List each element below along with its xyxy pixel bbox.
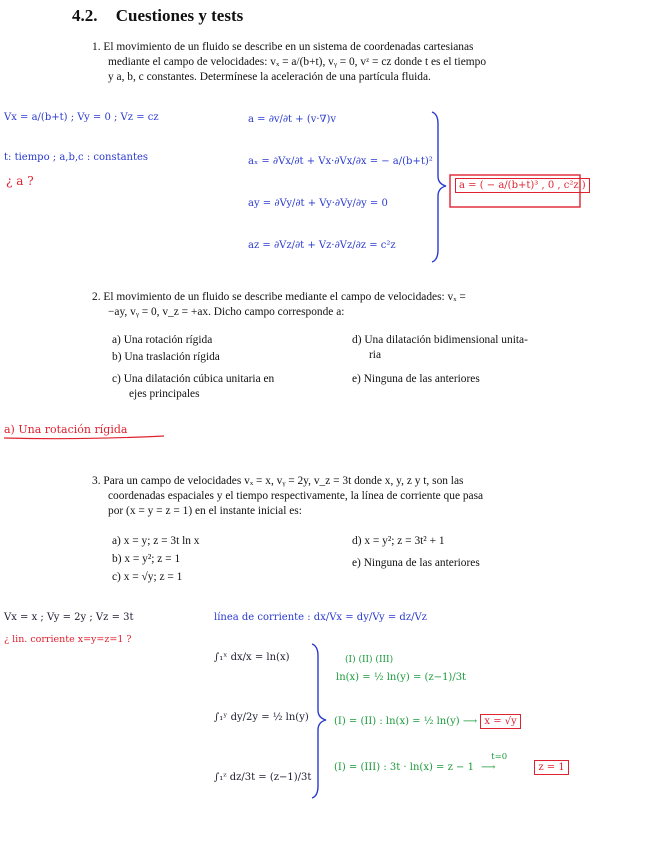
q1-brace — [432, 112, 446, 262]
q1-note-question: ¿ a ? — [6, 174, 34, 188]
q1-note-constants: t: tiempo ; a,b,c : constantes — [4, 152, 149, 163]
q3-note-data: Vx = x ; Vy = 2y ; Vz = 3t — [4, 612, 134, 623]
q2-option-c-line-2: ejes principales — [129, 388, 200, 400]
q1-eq-ay: ay = ∂Vy/∂t + Vy·∂Vy/∂y = 0 — [248, 198, 388, 209]
q3-result-2: z = 1 — [534, 760, 568, 775]
q1-answer-box: a = ( − a/(b+t)³ , 0 , c²z ) — [455, 178, 590, 193]
q3-integral-1: ∫₁ˣ dx/x = ln(x) — [214, 652, 290, 663]
q3-line-3: por (x = y = z = 1) en el instante inicial es: — [108, 505, 302, 517]
q1-eq-ax: aₓ = ∂Vx/∂t + Vx·∂Vx/∂x = − a/(b+t)² — [248, 156, 433, 167]
q2-option-c-line-1: c) Una dilatación cúbica unitaria en — [112, 373, 275, 385]
q3-option-c: c) x = √y; z = 1 — [112, 571, 183, 583]
q2-option-b: b) Una traslación rígida — [112, 351, 220, 363]
q3-integral-3: ∫₁ᶻ dz/3t = (z−1)/3t — [214, 772, 312, 783]
q3-step-2-text: (I) = (III) : 3t · ln(x) = z − 1 — [334, 762, 474, 773]
q2-line-1: 2. El movimiento de un fluido se describe mediante el campo de velocidades: vₓ = — [92, 291, 466, 303]
section-number: 4.2. — [72, 6, 98, 25]
section-heading: Cuestiones y tests — [115, 6, 244, 25]
q3-integral-2: ∫₁ʸ dy/2y = ½ ln(y) — [214, 712, 309, 723]
q1-note-data: Vx = a/(b+t) ; Vy = 0 ; Vz = cz — [4, 112, 159, 123]
q3-equation-line: ln(x) = ½ ln(y) = (z−1)/3t — [336, 672, 467, 683]
q3-step-1-text: (I) = (II) : ln(x) = ½ ln(y) ⟶ — [334, 716, 478, 727]
q3-option-a: a) x = y; z = 3t ln x — [112, 535, 200, 547]
q3-arrow-label: t=0 — [491, 752, 508, 762]
q3-option-b: b) x = y²; z = 1 — [112, 553, 181, 565]
q1-eq-az: az = ∂Vz/∂t + Vz·∂Vz/∂z = c²z — [248, 240, 396, 251]
arrow-right-icon: ⟶ — [481, 762, 496, 773]
q3-option-e: e) Ninguna de las anteriores — [352, 557, 480, 569]
q3-note-question: ¿ lin. corriente x=y=z=1 ? — [4, 634, 132, 645]
q1-line-2: mediante el campo de velocidades: vₓ = a/(b+t), vᵧ = 0, vᶻ = cz donde t es el tiempo — [108, 56, 487, 68]
q2-option-e: e) Ninguna de las anteriores — [352, 373, 480, 385]
q3-note-streamline: línea de corriente : dx/Vx = dy/Vy = dz/Vz — [214, 612, 427, 623]
q1-line-1: 1. El movimiento de un fluido se describe en un sistema de coordenadas cartesianas — [92, 41, 474, 53]
q2-option-d-line-1: d) Una dilatación bidimensional unita- — [352, 334, 528, 346]
q1-eq-acceleration: a = ∂v/∂t + (v·∇)v — [248, 114, 337, 125]
q2-line-2: −ay, vᵧ = 0, v_z = +ax. Dicho campo corresponde a: — [108, 306, 345, 318]
q2-answer: a) Una rotación rígida — [4, 423, 128, 436]
q1-answer-frame — [450, 175, 580, 207]
q2-answer-underline — [4, 436, 164, 439]
q1-line-3: y a, b, c constantes. Determínese la aceleración de una partícula fluida. — [108, 71, 431, 83]
q3-brace — [312, 644, 326, 798]
q3-result-1: x = √y — [480, 714, 520, 729]
q3-option-d: d) x = y²; z = 3t² + 1 — [352, 535, 445, 547]
q2-option-d-line-2: ria — [369, 349, 382, 361]
q3-line-1: 3. Para un campo de velocidades vₓ = x, vᵧ = 2y, v_z = 3t donde x, y, z y t, son las — [92, 475, 464, 487]
q2-option-a: a) Una rotación rígida — [112, 334, 213, 346]
q3-line-2: coordenadas espaciales y el tiempo respectivamente, la línea de corriente que pasa — [108, 490, 484, 502]
q3-equation-labels: (I) (II) (III) — [345, 655, 394, 665]
